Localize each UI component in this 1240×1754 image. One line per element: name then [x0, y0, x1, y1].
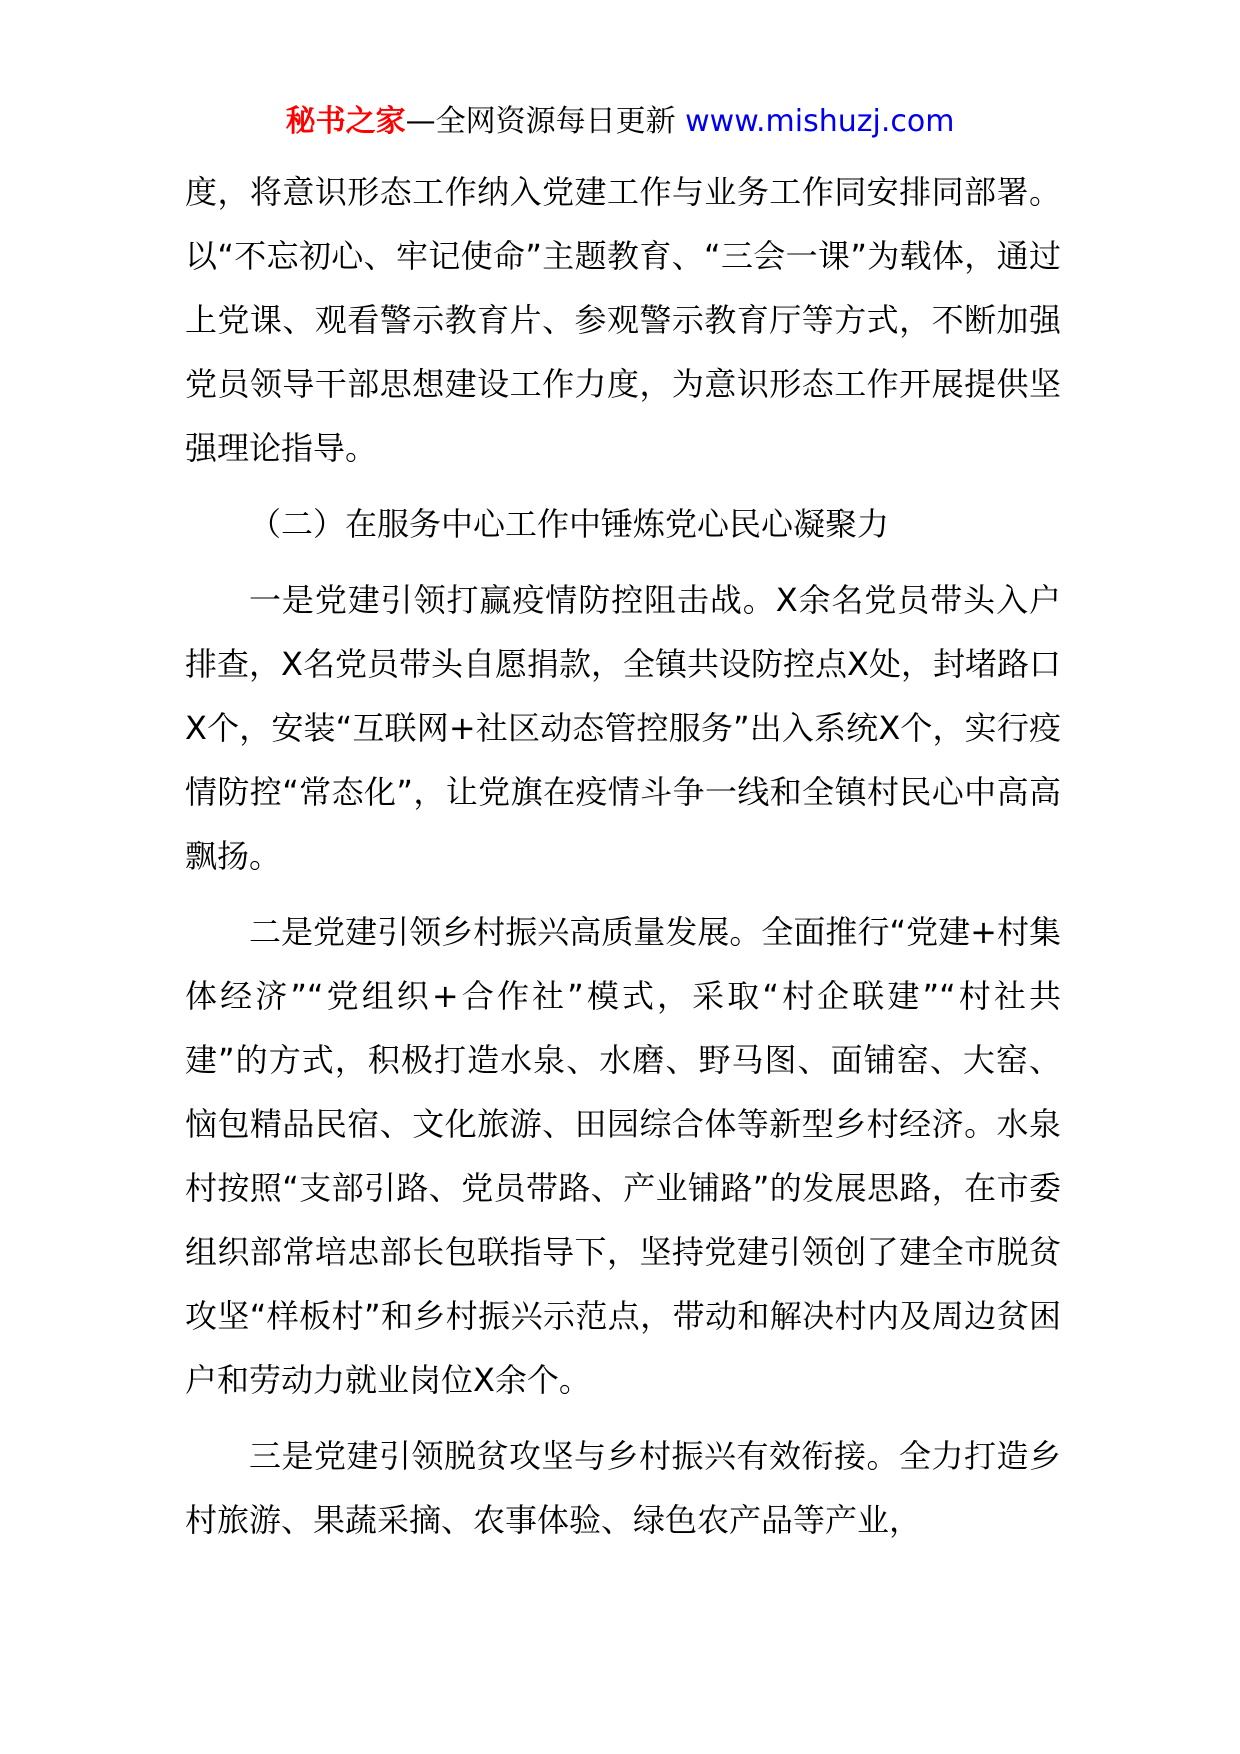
section-heading: （二）在服务中心工作中锤炼党心民心凝聚力 — [249, 505, 890, 543]
paragraph-rural-revitalization: 二是党建引领乡村振兴高质量发展。全面推行“党建+村集体经济”“党组织+合作社”模式，采取“村企联建”“村社共建”的方式，积极打造水泉、水磨、野马图、面铺窑、大窑、恼包精品民宿、文化旅游、田园综合体等新型乡村经济。水泉村按照“支部引路、党员带路、产业铺路”的发展思路，在市委组织部常培忠部长包联指导下，坚持党建引领创了建全市脱贫攻坚“样板村”和乡村振兴示范点，带动和解决村内及周边贫困户和劳动力就业岗位X余个。 — [185, 913, 1061, 1399]
site-brand: 秘书之家 — [285, 104, 406, 139]
document-body — [185, 160, 1061, 1564]
site-tagline: —全网资源每日更新 — [405, 104, 676, 139]
paragraph-epidemic: 一是党建引领打赢疫情防控阻击战。X余名党员带头入户排查，X名党员带头自愿捐款，全镇共设防控点X处，封堵路口X个，安装“互联网+社区动态管控服务”出入系统X个，实行疫情防控“常态化”，让党旗在疫情斗争一线和全镇村民心中高高飘扬。 — [185, 581, 1061, 875]
site-url-link[interactable]: www.mishuzj.com — [685, 104, 955, 139]
paragraph-continued: 度，将意识形态工作纳入党建工作与业务工作同安排同部署。以“不忘初心、牢记使命”主题教育、“三会一课”为载体，通过上党课、观看警示教育片、参观警示教育厅等方式，不断加强党员领导干部思想建设工作力度，为意识形态工作开展提供坚强理论指导。 — [185, 173, 1061, 467]
site-header — [0, 100, 1240, 144]
paragraph-poverty-alleviation: 三是党建引领脱贫攻坚与乡村振兴有效衔接。全力打造乡村旅游、果蔬采摘、农事体验、绿色农产品等产业， — [185, 1437, 1061, 1539]
